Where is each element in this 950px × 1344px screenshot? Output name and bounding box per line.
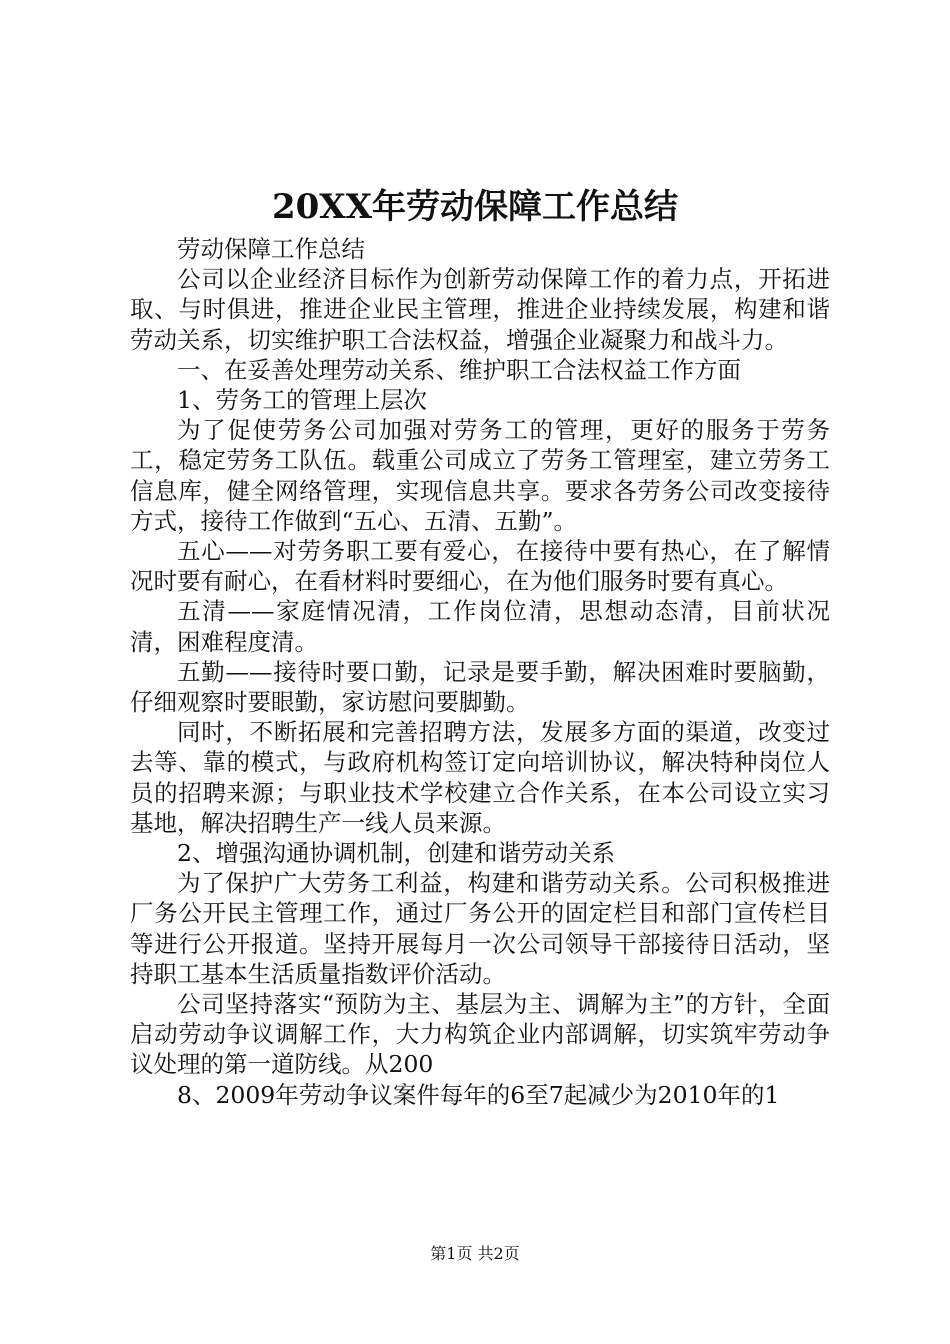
subsection-heading-2: 2、增强沟通协调机制，创建和谐劳动关系 — [177, 839, 615, 868]
paragraph: 为了保护广大劳务工利益，构建和谐劳动关系。公司积极推进厂务公开民主管理工作，通过厂务公开的固定栏目和部门宣传栏目等进行公开报道。坚持开展每月一次公司领导干部接待日活动，坚持职工基本生活质量指数评价活动。 — [130, 869, 830, 988]
section-heading-1: 一、在妥善处理劳动关系、维护职工合法权益工作方面 — [177, 355, 741, 384]
paragraph: 8、2009年劳动争议案件每年的6至7起减少为2010年的1 — [177, 1080, 780, 1109]
paragraph: 为了促使劳务公司加强对劳务工的管理，更好的服务于劳务工，稳定劳务工队伍。载重公司成立了劳务工管理室，建立劳务工信息库，健全网络管理，实现信息共享。要求各劳务公司改变接待方式，接待工作做到“五心、五清、五勤”。 — [130, 416, 830, 535]
document-body — [130, 234, 830, 1110]
paragraph-subtitle: 劳动保障工作总结 — [177, 235, 365, 263]
paragraph: 五勤——接待时要口勤，记录是要手勤，解决困难时要脑勤，仔细观察时要眼勤，家访慰问要脚勤。 — [130, 657, 830, 717]
paragraph: 五清——家庭情况清，工作岗位清，思想动态清，目前状况清，困难程度清。 — [130, 597, 830, 656]
subsection-heading-1: 1、劳务工的管理上层次 — [177, 386, 427, 415]
page-number-footer: 第1页 共2页 — [430, 1244, 520, 1263]
paragraph: 同时，不断拓展和完善招聘方法，发展多方面的渠道，改变过去等、靠的模式，与政府机构签订定向培训协议，解决特种岗位人员的招聘来源；与职业技术学校建立合作关系，在本公司设立实习基地，解决招聘生产一线人员来源。 — [130, 718, 830, 837]
paragraph-intro: 公司以企业经济目标作为创新劳动保障工作的着力点，开拓进取、与时俱进，推进企业民主管理，推进企业持续发展，构建和谐劳动关系，切实维护职工合法权益，增强企业凝聚力和战斗力。 — [130, 265, 830, 354]
paragraph: 五心——对劳务职工要有爱心，在接待中要有热心，在了解情况时要有耐心，在看材料时要细心，在为他们服务时要有真心。 — [130, 537, 830, 596]
paragraph: 公司坚持落实“预防为主、基层为主、调解为主”的方针，全面启动劳动争议调解工作，大力构筑企业内部调解，切实筑牢劳动争议处理的第一道防线。从200 — [130, 990, 830, 1079]
document-title: 20XX年劳动保障工作总结 — [271, 187, 679, 227]
